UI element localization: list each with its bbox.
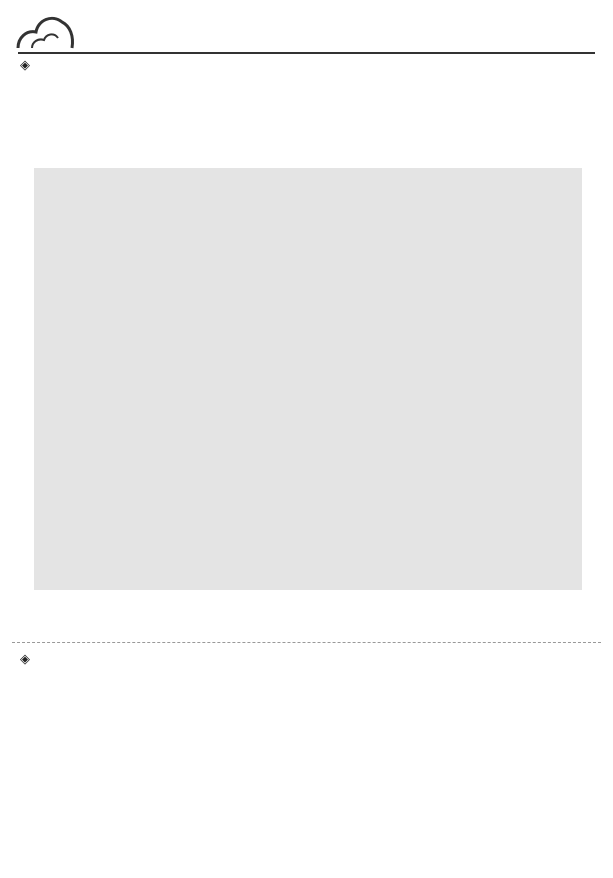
diamond-icon: ◈ bbox=[20, 58, 30, 73]
worship-section-title bbox=[20, 58, 33, 73]
diamond-icon: ◈ bbox=[20, 652, 30, 667]
missionaries-section-title bbox=[20, 652, 33, 667]
section-divider bbox=[12, 642, 601, 643]
cloud-logo-icon bbox=[14, 10, 78, 52]
page-header bbox=[0, 8, 613, 54]
header-divider bbox=[18, 52, 595, 54]
sermon-text bbox=[34, 168, 582, 590]
